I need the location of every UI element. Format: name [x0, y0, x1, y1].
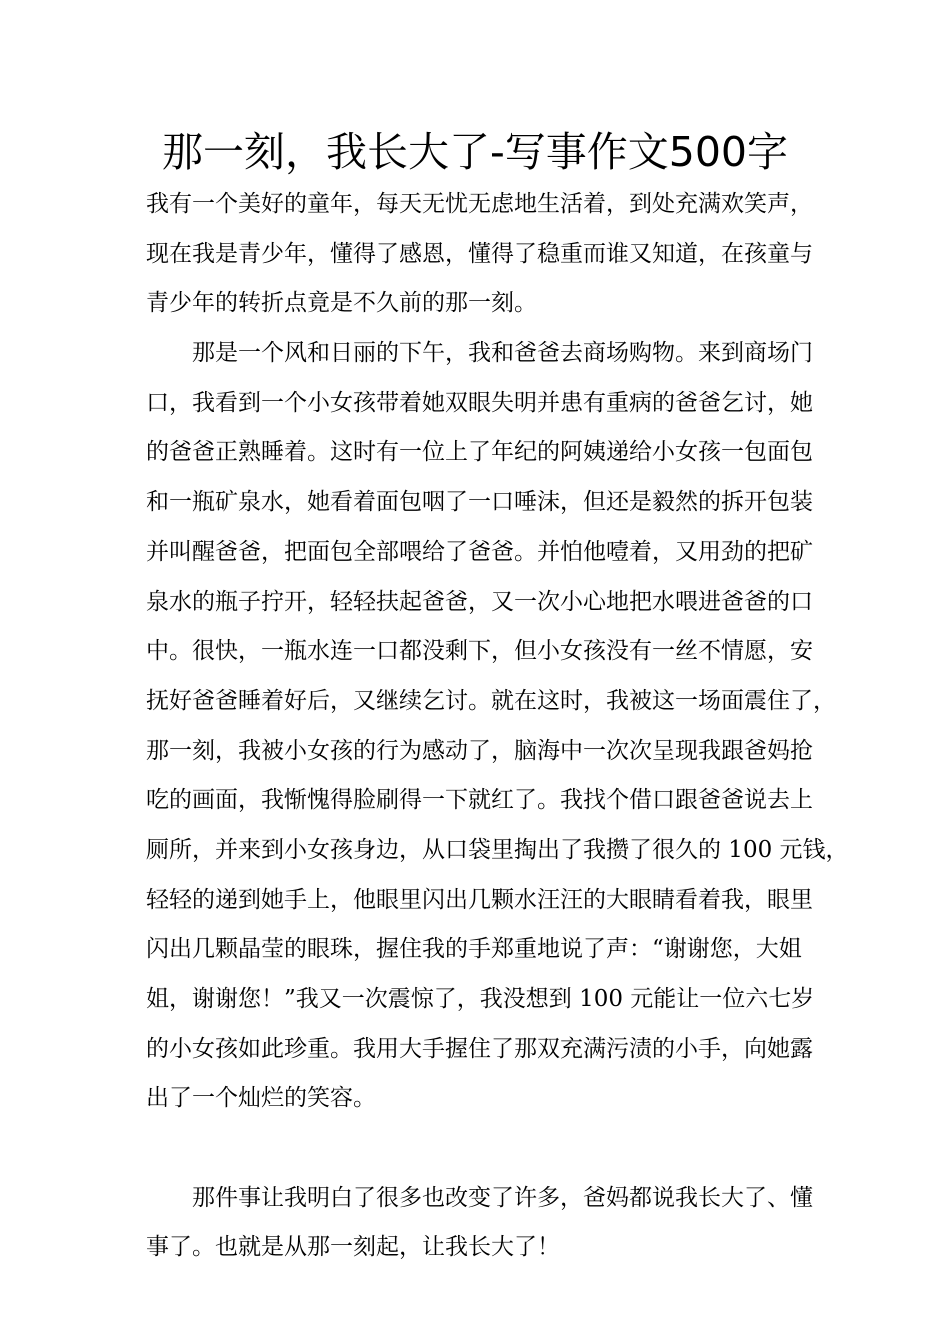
- text-line: 轻轻的递到她手上，他眼里闪出几颗水汪汪的大眼睛看着我，眼里: [146, 886, 813, 913]
- text-line: 那件事让我明白了很多也改变了许多，爸妈都说我长大了、懂: [192, 1184, 813, 1211]
- paragraph-1: [146, 180, 836, 329]
- text-line: 口，我看到一个小女孩带着她双眼失明并患有重病的爸爸乞讨，她: [146, 389, 813, 416]
- text-line: 事了。也就是从那一刻起，让我长大了！: [146, 1234, 560, 1261]
- text-line: 现在我是青少年，懂得了感恩，懂得了稳重而谁又知道，在孩童与: [146, 240, 813, 267]
- text-line: 那一刻，我被小女孩的行为感动了，脑海中一次次呈现我跟爸妈抢: [146, 737, 813, 764]
- text-line: 的小女孩如此珍重。我用大手握住了那双充满污渍的小手，向她露: [146, 1035, 813, 1062]
- text-line: 青少年的转折点竟是不久前的那一刻。: [146, 290, 537, 317]
- text-line: 并叫醒爸爸，把面包全部喂给了爸爸。并怕他噎着，又用劲的把矿: [146, 538, 813, 565]
- paragraph-2: [146, 329, 849, 1174]
- document-body: [146, 180, 849, 1273]
- document-title: 那一刻，我长大了-写事作文500字: [161, 128, 789, 176]
- text-line: 闪出几颗晶莹的眼珠，握住我的手郑重地说了声：“谢谢您，大姐: [146, 936, 802, 963]
- text-line: 出了一个灿烂的笑容。: [146, 1085, 376, 1112]
- text-line: 泉水的瓶子拧开，轻轻扶起爸爸，又一次小心地把水喂进爸爸的口: [146, 588, 813, 615]
- text-line: 那是一个风和日丽的下午，我和爸爸去商场购物。来到商场门: [192, 340, 813, 367]
- text-line: 中。很快，一瓶水连一口都没剩下，但小女孩没有一丝不情愿，安: [146, 638, 813, 665]
- paragraph-3: [146, 1174, 836, 1273]
- text-line: 和一瓶矿泉水，她看着面包咽了一口唾沫，但还是毅然的拆开包装: [146, 489, 813, 516]
- text-line: 姐，谢谢您！”我又一次震惊了，我没想到 100 元能让一位六七岁: [146, 986, 815, 1012]
- text-line: 我有一个美好的童年，每天无忧无虑地生活着，到处充满欢笑声，: [146, 191, 813, 217]
- text-line: [146, 1124, 836, 1174]
- text-line: 厕所，并来到小女孩身边，从口袋里掏出了我攒了很久的 100 元钱，: [146, 836, 849, 863]
- text-line: 吃的画面，我惭愧得脸刷得一下就红了。我找个借口跟爸爸说去上: [146, 787, 813, 814]
- text-line: 的爸爸正熟睡着。这时有一位上了年纪的阿姨递给小女孩一包面包: [146, 439, 813, 466]
- text-line: 抚好爸爸睡着好后，又继续乞讨。就在这时，我被这一场面震住了，: [146, 687, 836, 714]
